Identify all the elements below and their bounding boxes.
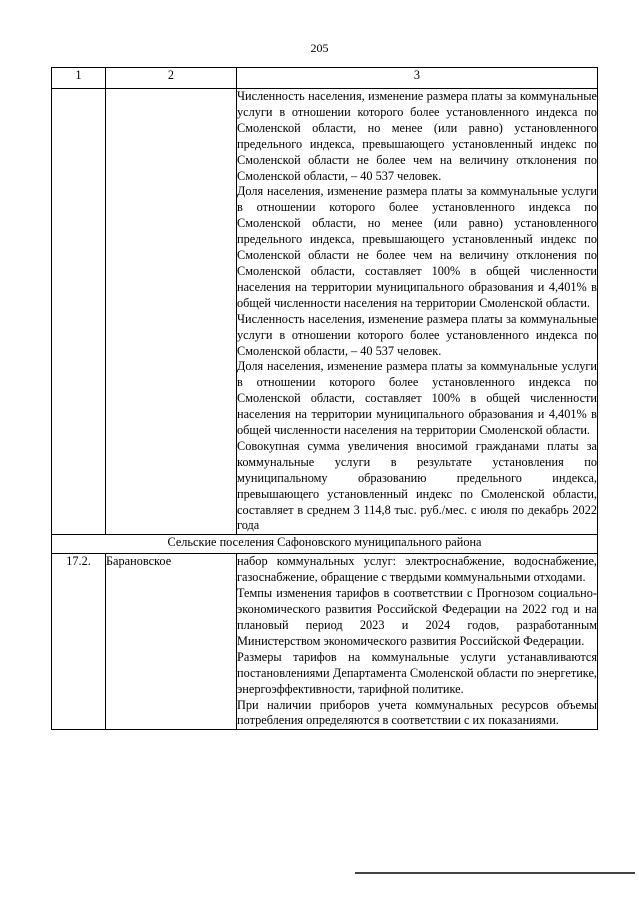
paragraph-metering: При наличии приборов учета коммунальных ресурсов объемы потребления определяются в соответствии с их показаниями. — [237, 697, 597, 728]
paragraph-total-sum: Совокупная сумма увеличения вносимой гражданами платы за коммунальные услуги в результате установления по муниципальному образованию предельного индекса, превышающего установленный индекс по Смоленской области, составляет в среднем 3 114,8 тыс. руб./мес. с июля по декабрь 2022 года — [237, 438, 597, 533]
table-row-continuation — [52, 89, 598, 535]
paragraph-population-share-2: Доля населения, изменение размера платы за коммунальные услуги в отношении которого более установленного индекса по Смоленской области, составляет 100% в общей численности населения на территории муниципального образования и 4,401% в общей численности населения на территории Смоленской области. — [237, 359, 597, 438]
paragraph-services: набор коммунальных услуг: электроснабжение, водоснабжение, газоснабжение, обращение с твердыми коммунальными отходами. — [237, 554, 597, 585]
section-title: Сельские поселения Сафоновского муниципального района — [52, 535, 598, 554]
row-description — [237, 554, 598, 730]
row-name: Барановское — [106, 554, 237, 730]
column-header-3: 3 — [237, 68, 598, 89]
cell-number-empty — [52, 89, 106, 535]
page-number: 205 — [310, 41, 329, 55]
column-header-1: 1 — [52, 68, 106, 89]
table-header-row — [52, 68, 598, 89]
document-table — [51, 67, 598, 730]
section-row — [52, 535, 598, 554]
paragraph-population-count-2: Численность населения, изменение размера платы за коммунальные услуги в отношении которого более установленного индекса по Смоленской области, – 40 537 человек. — [237, 311, 597, 358]
paragraph-population-share: Доля населения, изменение размера платы за коммунальные услуги в отношении которого более установленного индекса по Смоленской области, но менее (или равно) установленного предельного индекса, превышающего установленный индекс по Смоленской области не более чем на величину отклонения по Смоленской области, составляет 100% в общей численности населения на территории муниципального образования и 4,401% в общей численности населения на территории Смоленской области. — [237, 184, 597, 310]
paragraph-tariff-rates: Темпы изменения тарифов в соответствии с Прогнозом социально-экономического развития Российской Федерации на 2022 год и на плановый период 2023 и 2024 годов, разработанным Министерством экономического развития Российской Федерации. — [237, 586, 597, 648]
column-header-2: 2 — [106, 68, 237, 89]
cell-name-empty — [106, 89, 237, 535]
scan-edge-line — [355, 872, 635, 874]
cell-description — [237, 89, 598, 535]
row-number: 17.2. — [52, 554, 106, 730]
paragraph-tariff-sizes: Размеры тарифов на коммунальные услуги устанавливаются постановлениями Департамента Смоленской области по энергетике, энергоэффективности, тарифной политике. — [237, 649, 597, 696]
paragraph-population-count: Численность населения, изменение размера платы за коммунальные услуги в отношении которого более установленного индекса по Смоленской области, но менее (или равно) установленного предельного индекса, превышающего установленный индекс по Смоленской области не более чем на величину отклонения по Смоленской области, – 40 537 человек. — [237, 89, 597, 183]
table-row — [52, 554, 598, 730]
